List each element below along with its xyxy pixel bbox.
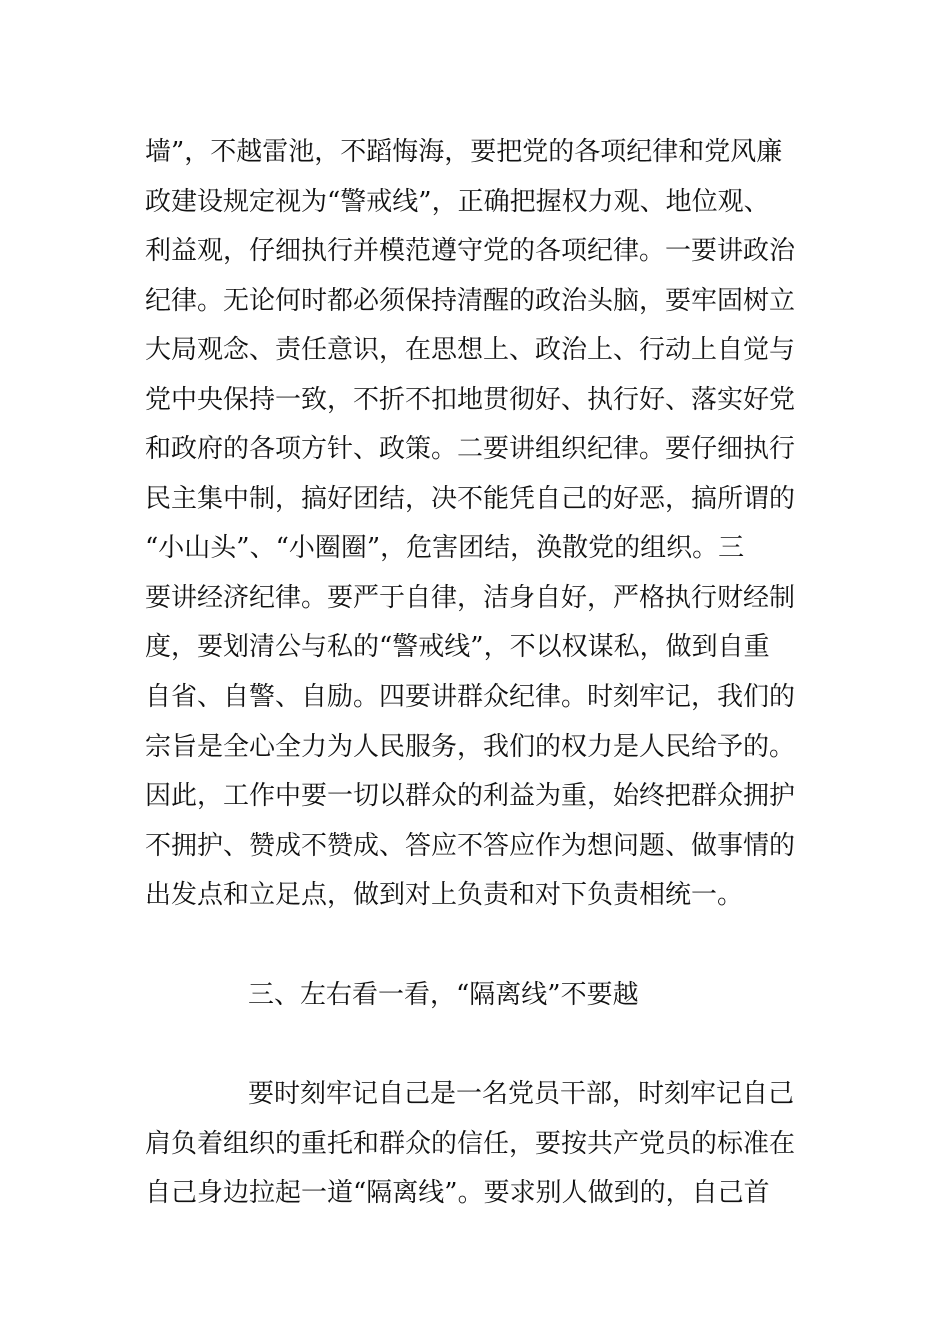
text-line: 政建设规定视为“警戒线”，正确把握权力观、地位观、 xyxy=(145,187,770,217)
text-line: 纪律。无论何时都必须保持清醒的政治头脑，要牢固树立 xyxy=(145,286,796,316)
text-line: 不拥护、赞成不赞成、答应不答应作为想问题、做事情的 xyxy=(145,831,796,861)
text-line: 出发点和立足点，做到对上负责和对下负责相统一。 xyxy=(145,880,744,910)
section-heading: 三、左右看一看，“隔离线”不要越 xyxy=(248,980,639,1010)
text-line: 大局观念、责任意识，在思想上、政治上、行动上自觉与 xyxy=(145,335,796,365)
text-line: 党中央保持一致，不折不扣地贯彻好、执行好、落实好党 xyxy=(145,385,796,415)
text-line: 利益观，仔细执行并模范遵守党的各项纪律。一要讲政治 xyxy=(145,236,796,266)
text-line: 墙”，不越雷池，不蹈悔海，要把党的各项纪律和党风廉 xyxy=(145,137,783,167)
text-line: 民主集中制，搞好团结，决不能凭自己的好恶，搞所谓的 xyxy=(145,484,796,514)
text-line: 要讲经济纪律。要严于自律，洁身自好，严格执行财经制 xyxy=(145,583,796,613)
text-line: 自省、自警、自励。四要讲群众纪律。时刻牢记，我们的 xyxy=(145,682,796,712)
text-line: 要时刻牢记自己是一名党员干部，时刻牢记自己 xyxy=(248,1079,795,1109)
text-line: 宗旨是全心全力为人民服务，我们的权力是人民给予的。 xyxy=(145,732,796,762)
text-line: 自己身边拉起一道“隔离线”。要求别人做到的，自己首 xyxy=(145,1178,770,1208)
text-line: 肩负着组织的重托和群众的信任，要按共产党员的标准在 xyxy=(145,1129,796,1159)
text-line: 度，要划清公与私的“警戒线”，不以权谋私，做到自重 xyxy=(145,632,770,662)
text-line: 和政府的各项方针、政策。二要讲组织纪律。要仔细执行 xyxy=(145,434,796,464)
text-line: “小山头”、“小圈圈”，危害团结，涣散党的组织。三 xyxy=(145,533,745,563)
text-line: 因此，工作中要一切以群众的利益为重，始终把群众拥护 xyxy=(145,781,796,811)
